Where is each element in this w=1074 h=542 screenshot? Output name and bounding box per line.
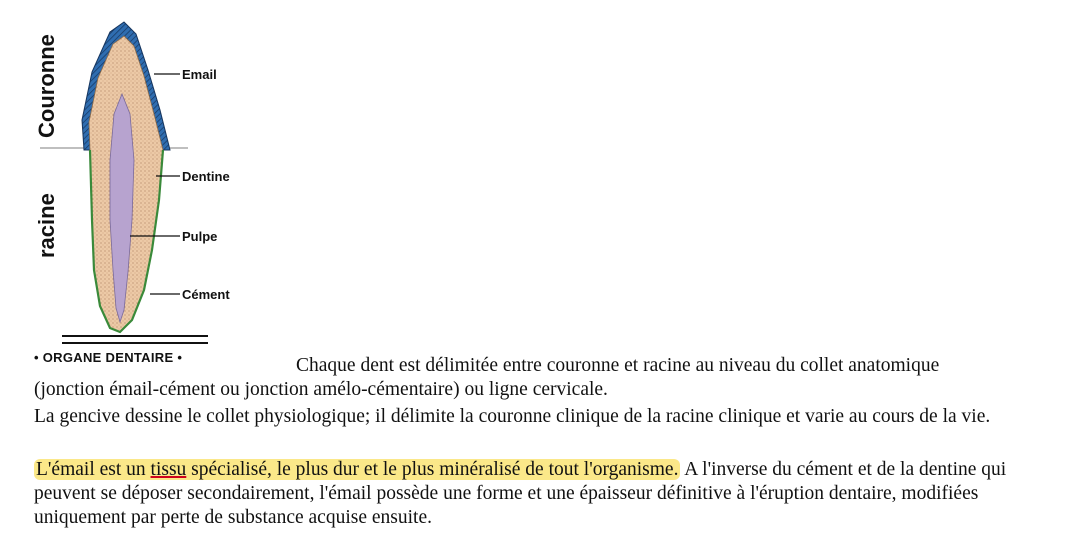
- tooth-diagram: [20, 10, 270, 370]
- tooth-diagram-svg: [20, 10, 270, 370]
- paragraph-1-line-2: (jonction émail-cément ou jonction amélo-cémentaire) ou ligne cervicale.: [34, 379, 608, 400]
- spellcheck-underlined-word: tissu: [150, 459, 187, 480]
- highlight-part-2: spécialisé, le plus dur et le plus minéralisé de tout l'organisme.: [186, 459, 679, 480]
- paragraph-3: [34, 458, 1066, 530]
- label-dentine: Dentine: [182, 169, 230, 184]
- label-cement: Cément: [182, 287, 230, 302]
- highlight-part-1: L'émail est un: [36, 459, 151, 480]
- paragraph-3-rest: A l'inverse du cément et de la dentine qui peuvent se déposer secondairement, l'émail possède une forme et une épaisseur définitive à l'éruption dentaire, modifiées uniquement par perte de substance acquise ensuite.: [34, 459, 1007, 528]
- label-email: Email: [182, 67, 217, 82]
- label-pulpe: Pulpe: [182, 229, 218, 244]
- paragraph-2: La gencive dessine le collet physiologique; il délimite la couronne clinique de la racine clinique et varie au cours de la vie.: [34, 406, 991, 427]
- paragraph-1-line-1: Chaque dent est délimitée entre couronne et racine au niveau du collet anatomique: [296, 355, 940, 376]
- figure-caption: • ORGANE DENTAIRE •: [34, 350, 183, 365]
- side-label-couronne: Couronne: [34, 34, 59, 138]
- side-label-racine: racine: [34, 193, 59, 258]
- highlighted-sentence: [34, 459, 680, 480]
